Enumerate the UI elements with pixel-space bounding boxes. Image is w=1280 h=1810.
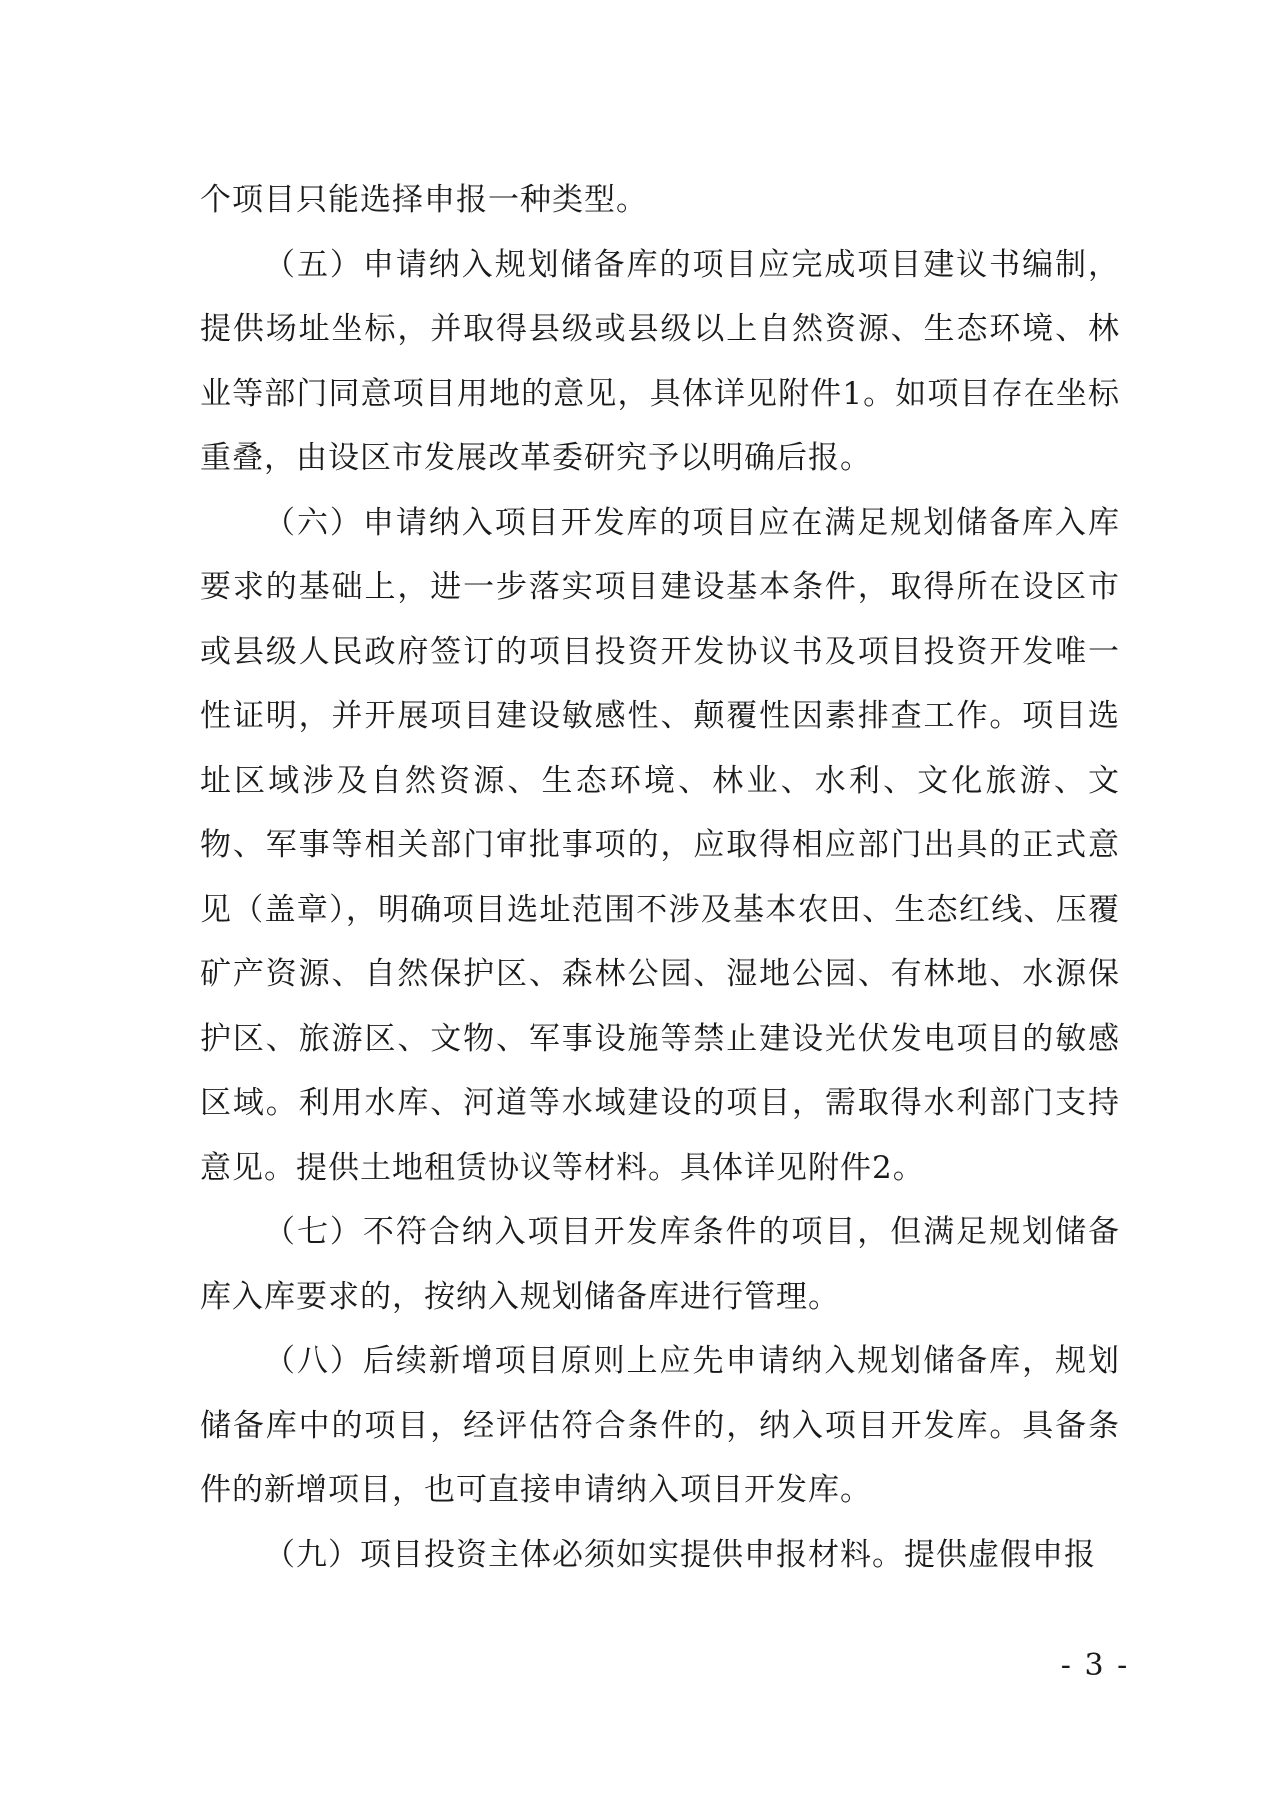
paragraph-7: （七）不符合纳入项目开发库条件的项目，但满足规划储备库入库要求的，按纳入规划储备库进行管理。	[200, 1214, 1120, 1315]
paragraph-9: （九）项目投资主体必须如实提供申报材料。提供虚假申报	[264, 1536, 1096, 1573]
paragraph-continuation: 个项目只能选择申报一种类型。	[200, 182, 648, 218]
paragraph-5: （五）申请纳入规划储备库的项目应完成项目建议书编制，提供场址坐标，并取得县级或县级以上自然资源、生态环境、林业等部门同意项目用地的意见，具体详见附件1。如项目存在坐标重叠，由设区市发展改革委研究予以明确后报。	[200, 246, 1120, 476]
page-number: - 3 -	[1060, 1648, 1130, 1683]
paragraph-6: （六）申请纳入项目开发库的项目应在满足规划储备库入库要求的基础上，进一步落实项目建设基本条件，取得所在设区市或县级人民政府签订的项目投资开发协议书及项目投资开发唯一性证明，并开展项目建设敏感性、颠覆性因素排查工作。项目选址区域涉及自然资源、生态环境、林业、水利、文化旅游、文物、军事等相关部门审批事项的，应取得相应部门出具的正式意见（盖章），明确项目选址范围不涉及基本农田、生态红线、压覆矿产资源、自然保护区、森林公园、湿地公园、有林地、水源保护区、旅游区、文物、军事设施等禁止建设光伏发电项目的敏感区域。利用水库、河道等水域建设的项目，需取得水利部门支持意见。提供土地租赁协议等材料。具体详见附件2。	[200, 504, 1120, 1186]
document-body	[200, 168, 1120, 1587]
paragraph-8: （八）后续新增项目原则上应先申请纳入规划储备库，规划储备库中的项目，经评估符合条件的，纳入项目开发库。具备条件的新增项目，也可直接申请纳入项目开发库。	[200, 1343, 1120, 1508]
